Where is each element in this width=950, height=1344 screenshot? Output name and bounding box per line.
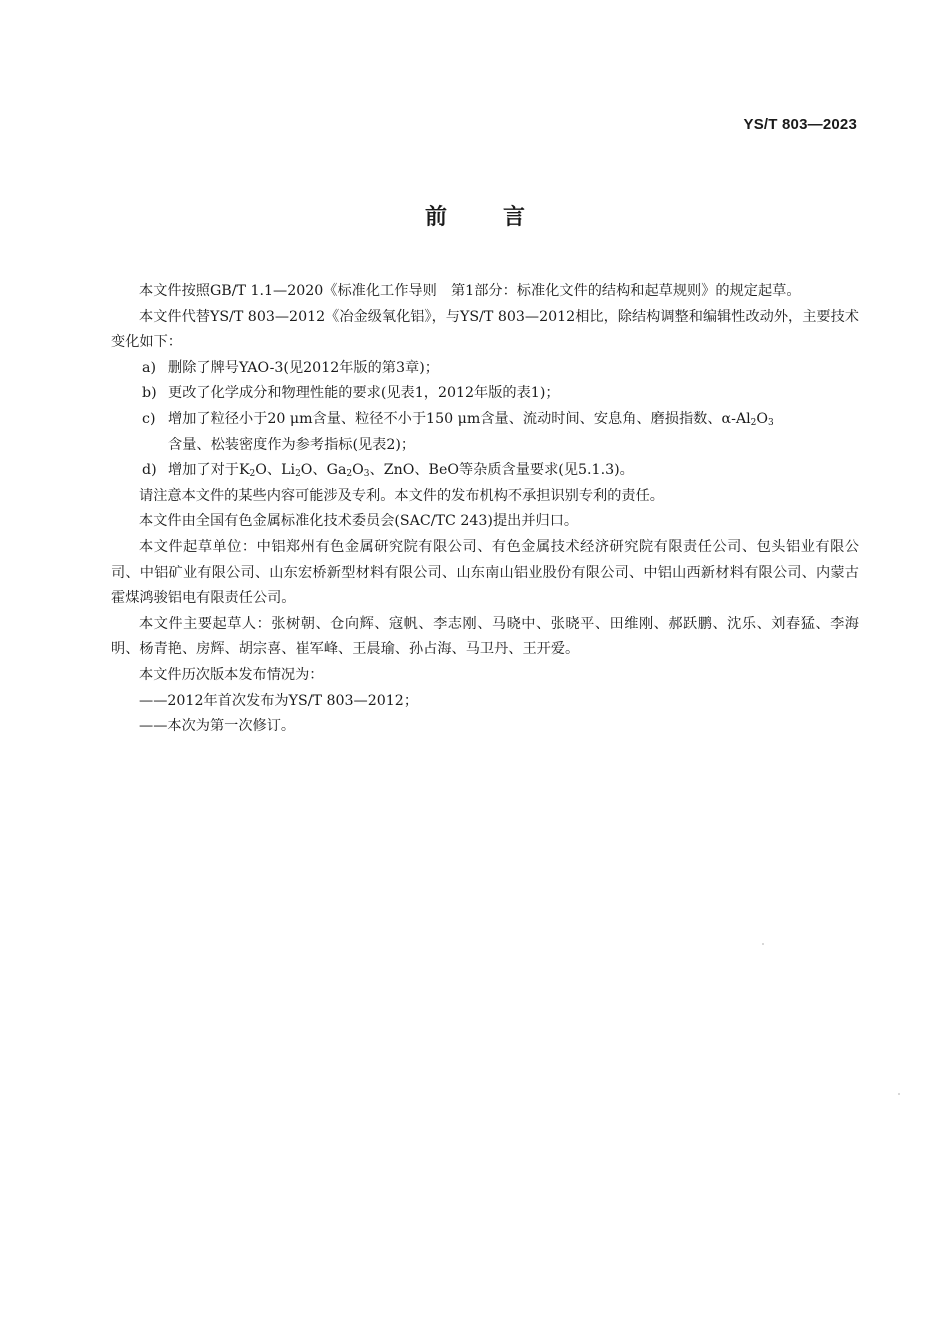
- subscript: 2: [295, 469, 301, 480]
- change-text-d-part2: O、Li: [255, 462, 296, 479]
- paragraph-history-intro: 本文件历次版本发布情况为：: [139, 666, 324, 683]
- change-text-d-part5: 、ZnO、BeO等杂质含量要求(见5.1.3)。: [369, 462, 634, 479]
- change-label-d: d): [142, 462, 157, 479]
- page-title: 前言: [424, 205, 581, 230]
- change-label-c: c): [142, 410, 156, 427]
- change-item-b: [111, 381, 859, 407]
- change-item-d: [111, 458, 859, 484]
- change-text-a: 删除了牌号YAO-3(见2012年版的第3章)；: [168, 359, 439, 376]
- paragraph-patent-notice: 请注意本文件的某些内容可能涉及专利。本文件的发布机构不承担识别专利的责任。: [139, 487, 664, 504]
- subscript: 3: [768, 417, 774, 428]
- change-text-d-part4: O: [352, 462, 364, 479]
- paragraph-drafting-rules: 本文件按照GB/T 1.1—2020《标准化工作导则 第1部分：标准化文件的结构和起草规则》的规定起草。: [139, 283, 801, 299]
- subscript: 2: [346, 469, 353, 480]
- paragraph-drafters: 本文件主要起草人：张树朝、仓向辉、寇帆、李志刚、马晓中、张晓平、田维刚、郝跃鹏、沈乐、刘春猛、李海明、杨青艳、房辉、胡宗喜、崔军峰、王晨瑜、孙占海、马卫丹、王开爱。: [111, 615, 859, 658]
- history-item-first: ——2012年首次发布为YS/T 803—2012；: [139, 692, 419, 709]
- change-text-c-part2: 含量、松装密度作为参考指标(见表2)；: [168, 436, 416, 453]
- change-item-c: [111, 407, 859, 458]
- change-text-b: 更改了化学成分和物理性能的要求(见表1，2012年版的表1)；: [168, 385, 560, 402]
- change-text-c-part1: 增加了粒径小于20 μm含量、粒径不小于150 μm含量、流动时间、安息角、磨损指数、α-Al: [168, 410, 751, 427]
- paragraph-proposer: 本文件由全国有色金属标准化技术委员会(SAC/TC 243)提出并归口。: [139, 513, 579, 530]
- oxygen-symbol: O: [756, 410, 769, 427]
- change-text-d-part1: 增加了对于K: [168, 462, 250, 479]
- subscript: 2: [750, 417, 757, 428]
- scan-speck: [898, 1093, 900, 1095]
- subscript: 3: [363, 469, 370, 480]
- change-text-d-part3: O、Ga: [300, 462, 347, 479]
- change-label-b: b): [142, 385, 157, 402]
- subscript: 2: [249, 469, 256, 480]
- change-item-a: [111, 356, 859, 382]
- history-item-revision: ——本次为第一次修订。: [139, 718, 296, 735]
- paragraph-drafting-units: 本文件起草单位：中铝郑州有色金属研究院有限公司、有色金属技术经济研究院有限责任公司、包头铝业有限公司、中铝矿业有限公司、山东宏桥新型材料有限公司、山东南山铝业股份有限公司、中铝山西新材料有限公司、内蒙古霍煤鸿骏铝电有限责任公司。: [111, 538, 859, 607]
- foreword-body: [111, 279, 859, 740]
- paragraph-replacement: 本文件代替YS/T 803—2012《冶金级氧化铝》，与YS/T 803—2012相比，除结构调整和编辑性改动外，主要技术变化如下：: [111, 308, 859, 351]
- scan-speck: [762, 943, 764, 945]
- change-label-a: a): [142, 359, 156, 376]
- standard-number: YS/T 803—2023: [743, 116, 857, 133]
